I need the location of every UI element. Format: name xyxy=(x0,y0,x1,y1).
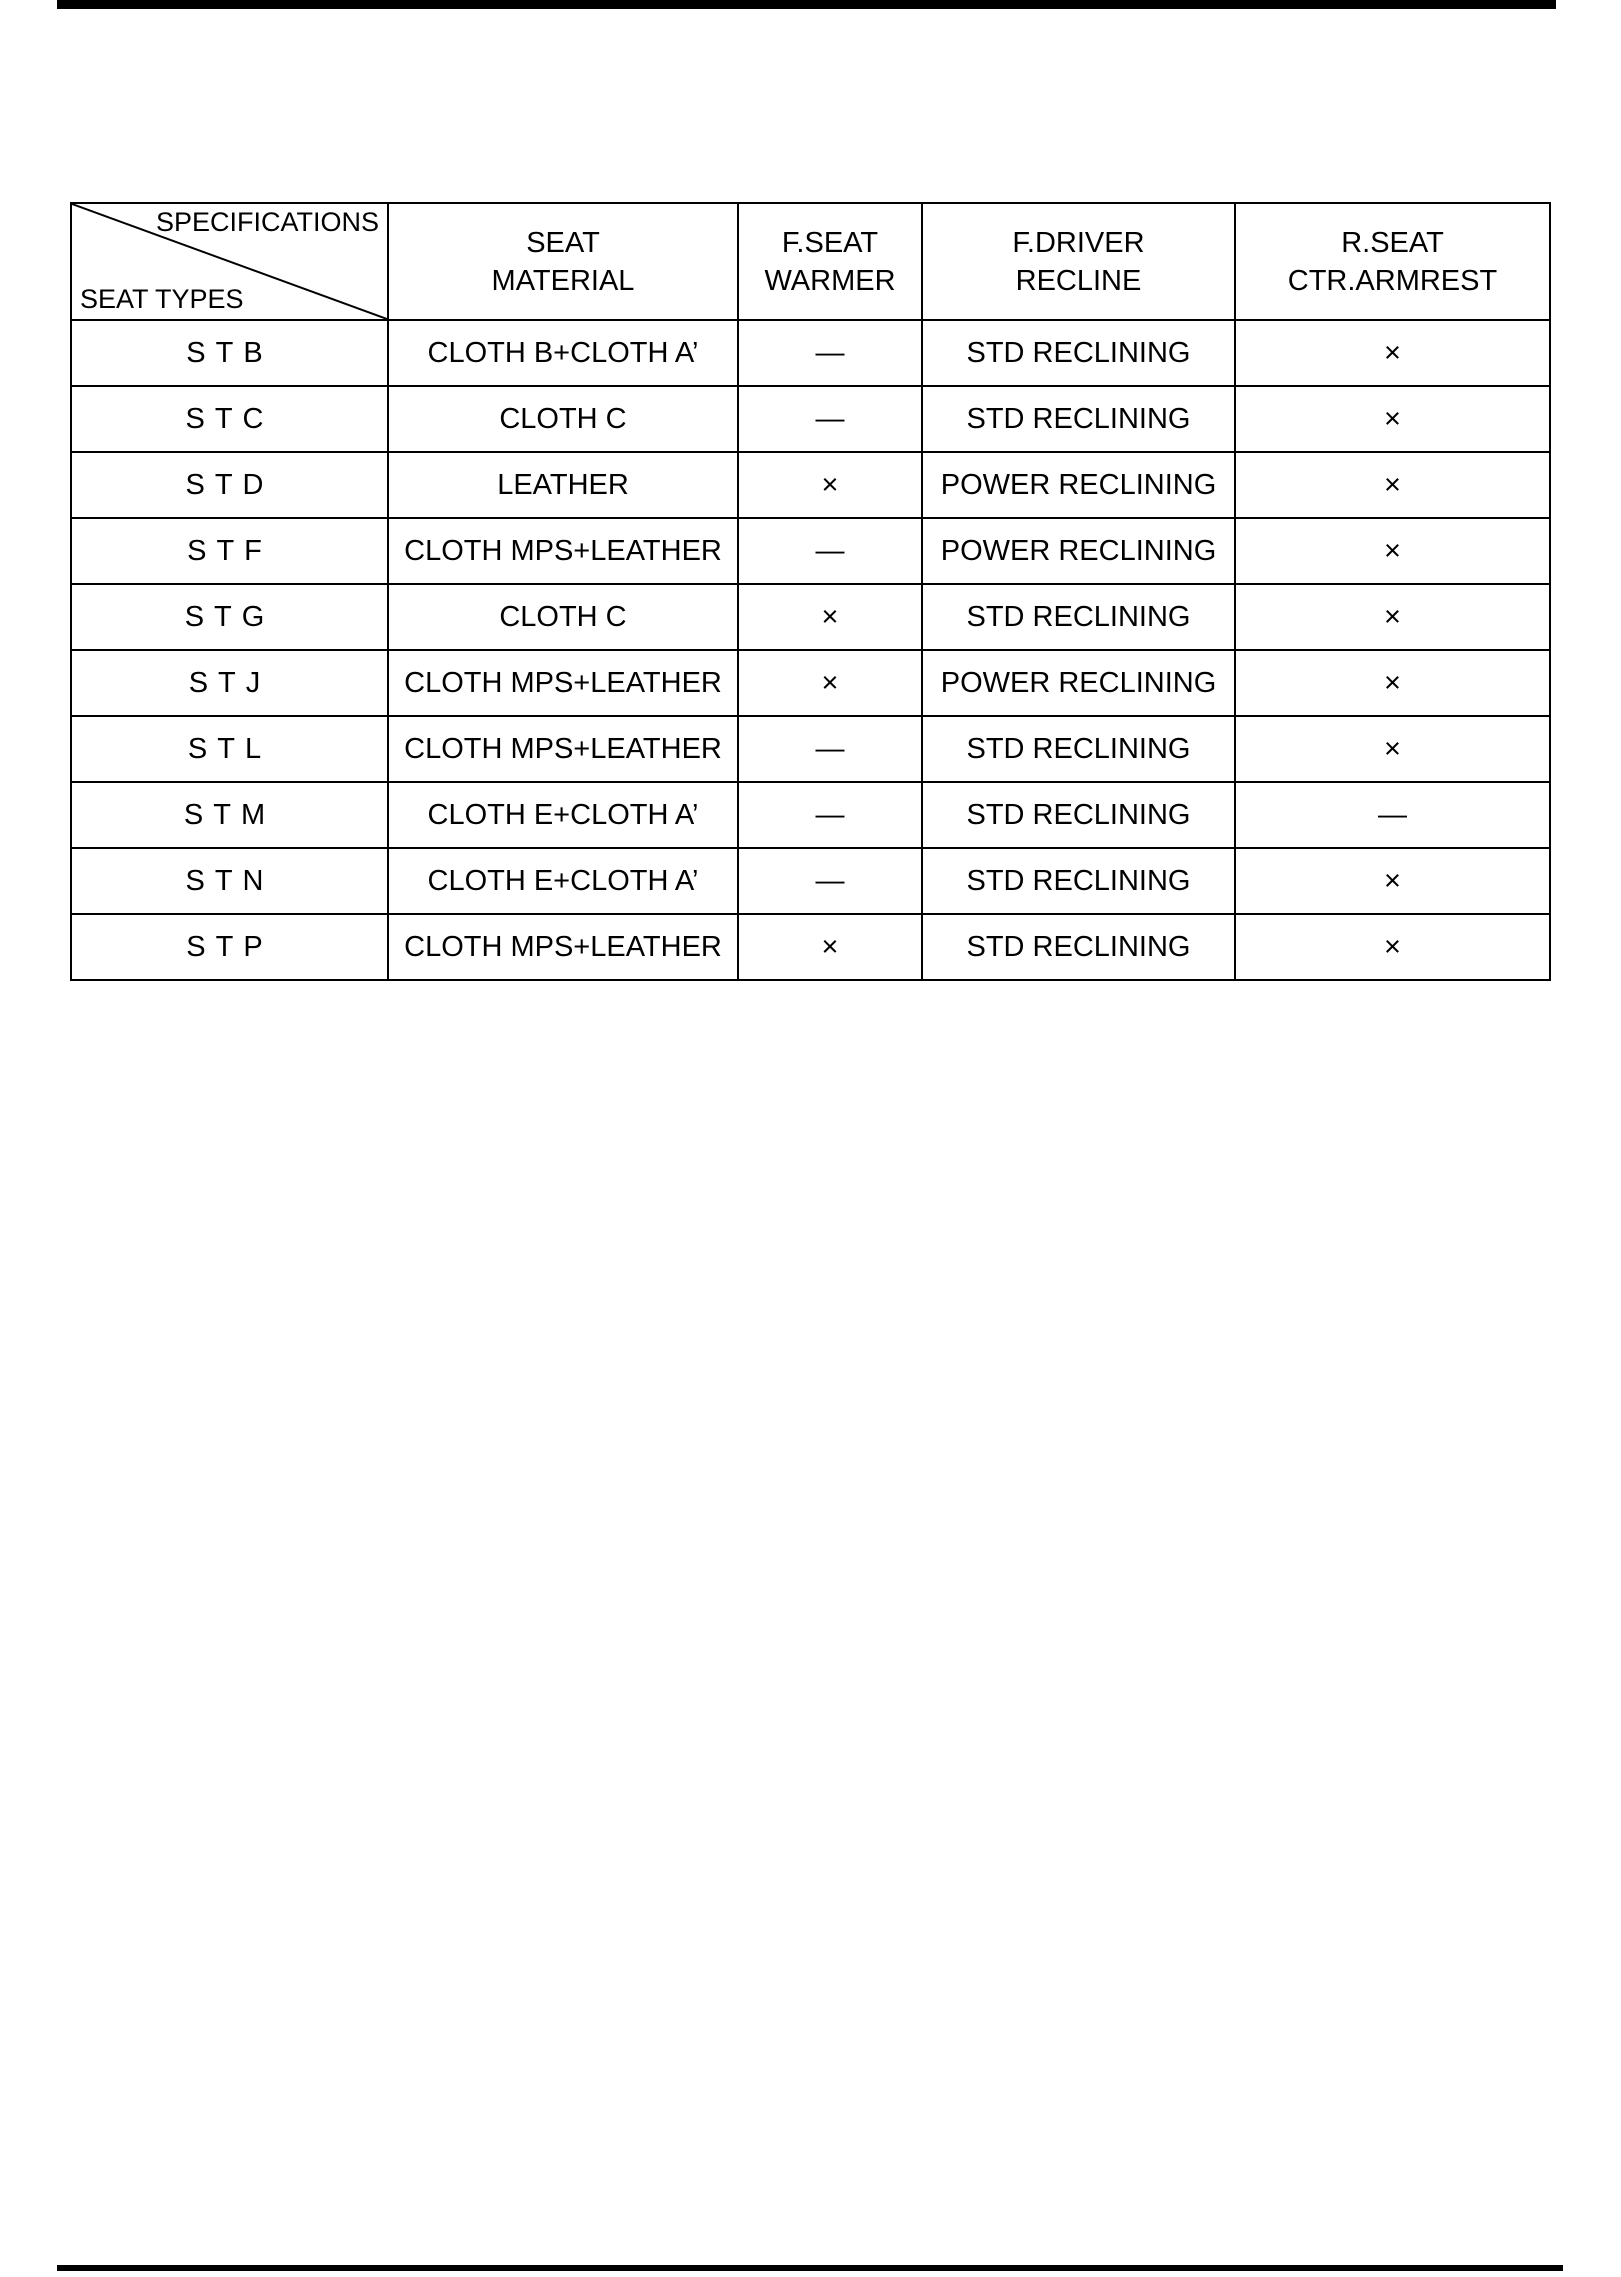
header-line: RECLINE xyxy=(1015,264,1142,297)
seat-warmer-cell: — xyxy=(738,716,922,782)
seat-material-cell: CLOTH MPS+LEATHER xyxy=(388,518,738,584)
seat-warmer-cell: × xyxy=(738,914,922,980)
armrest-cell: × xyxy=(1235,320,1550,386)
seat-material-cell: CLOTH B+CLOTH A’ xyxy=(388,320,738,386)
table-row xyxy=(71,716,1550,782)
armrest-cell: × xyxy=(1235,518,1550,584)
specifications-label: SPECIFICATIONS xyxy=(155,207,379,237)
armrest-cell: × xyxy=(1235,452,1550,518)
corner-header-cell xyxy=(71,203,388,320)
armrest-cell: × xyxy=(1235,848,1550,914)
seat-material-cell: CLOTH C xyxy=(388,584,738,650)
driver-recline-cell: STD RECLINING xyxy=(922,716,1235,782)
armrest-cell: × xyxy=(1235,584,1550,650)
header-line: F.DRIVER xyxy=(1012,226,1145,259)
driver-recline-cell: POWER RECLINING xyxy=(922,518,1235,584)
seat-type-cell: STN xyxy=(71,848,388,914)
seat-material-cell: CLOTH E+CLOTH A’ xyxy=(388,848,738,914)
seat-material-cell: CLOTH MPS+LEATHER xyxy=(388,914,738,980)
armrest-cell: × xyxy=(1235,716,1550,782)
driver-recline-cell: STD RECLINING xyxy=(922,848,1235,914)
seat-type-cell: STB xyxy=(71,320,388,386)
seat-warmer-cell: — xyxy=(738,782,922,848)
driver-recline-cell: POWER RECLINING xyxy=(922,452,1235,518)
driver-recline-cell: POWER RECLINING xyxy=(922,650,1235,716)
header-line: WARMER xyxy=(764,264,896,297)
seat-type-cell: STP xyxy=(71,914,388,980)
driver-recline-cell: STD RECLINING xyxy=(922,320,1235,386)
seat-type-cell: STC xyxy=(71,386,388,452)
header-line: R.SEAT xyxy=(1341,226,1444,259)
seat-warmer-cell: × xyxy=(738,584,922,650)
seat-type-cell: STJ xyxy=(71,650,388,716)
table-row xyxy=(71,650,1550,716)
bottom-rule xyxy=(57,2265,1563,2271)
seat-type-cell: STM xyxy=(71,782,388,848)
table-row xyxy=(71,386,1550,452)
seat-type-cell: STF xyxy=(71,518,388,584)
seat-type-cell: STG xyxy=(71,584,388,650)
seat-material-cell: CLOTH C xyxy=(388,386,738,452)
armrest-cell: × xyxy=(1235,650,1550,716)
header-line: F.SEAT xyxy=(781,226,879,259)
seat-warmer-cell: × xyxy=(738,452,922,518)
header-row xyxy=(71,203,1550,320)
seat-type-cell: STL xyxy=(71,716,388,782)
table-row xyxy=(71,914,1550,980)
armrest-cell: × xyxy=(1235,386,1550,452)
seat-warmer-cell: — xyxy=(738,848,922,914)
header-line: CTR.ARMREST xyxy=(1287,264,1498,297)
driver-recline-cell: STD RECLINING xyxy=(922,914,1235,980)
table-row xyxy=(71,452,1550,518)
table-row xyxy=(71,848,1550,914)
header-line: SEAT xyxy=(526,226,600,259)
armrest-cell: × xyxy=(1235,914,1550,980)
header-f-driver-recline xyxy=(922,203,1235,320)
top-rule xyxy=(57,0,1556,9)
table-row xyxy=(71,518,1550,584)
driver-recline-cell: STD RECLINING xyxy=(922,782,1235,848)
seat-warmer-cell: × xyxy=(738,650,922,716)
seat-types-label: SEAT TYPES xyxy=(80,284,244,314)
seat-warmer-cell: — xyxy=(738,386,922,452)
seat-warmer-cell: — xyxy=(738,518,922,584)
driver-recline-cell: STD RECLINING xyxy=(922,386,1235,452)
seat-material-cell: LEATHER xyxy=(388,452,738,518)
seat-material-cell: CLOTH MPS+LEATHER xyxy=(388,650,738,716)
header-seat-material xyxy=(388,203,738,320)
armrest-cell: — xyxy=(1235,782,1550,848)
seat-warmer-cell: — xyxy=(738,320,922,386)
seat-type-cell: STD xyxy=(71,452,388,518)
header-line: MATERIAL xyxy=(491,264,635,297)
seat-specifications-table xyxy=(70,202,1551,981)
table-row xyxy=(71,782,1550,848)
seat-material-cell: CLOTH E+CLOTH A’ xyxy=(388,782,738,848)
header-f-seat-warmer xyxy=(738,203,922,320)
driver-recline-cell: STD RECLINING xyxy=(922,584,1235,650)
table-row xyxy=(71,584,1550,650)
seat-material-cell: CLOTH MPS+LEATHER xyxy=(388,716,738,782)
header-r-seat-ctr-armrest xyxy=(1235,203,1550,320)
table-row xyxy=(71,320,1550,386)
